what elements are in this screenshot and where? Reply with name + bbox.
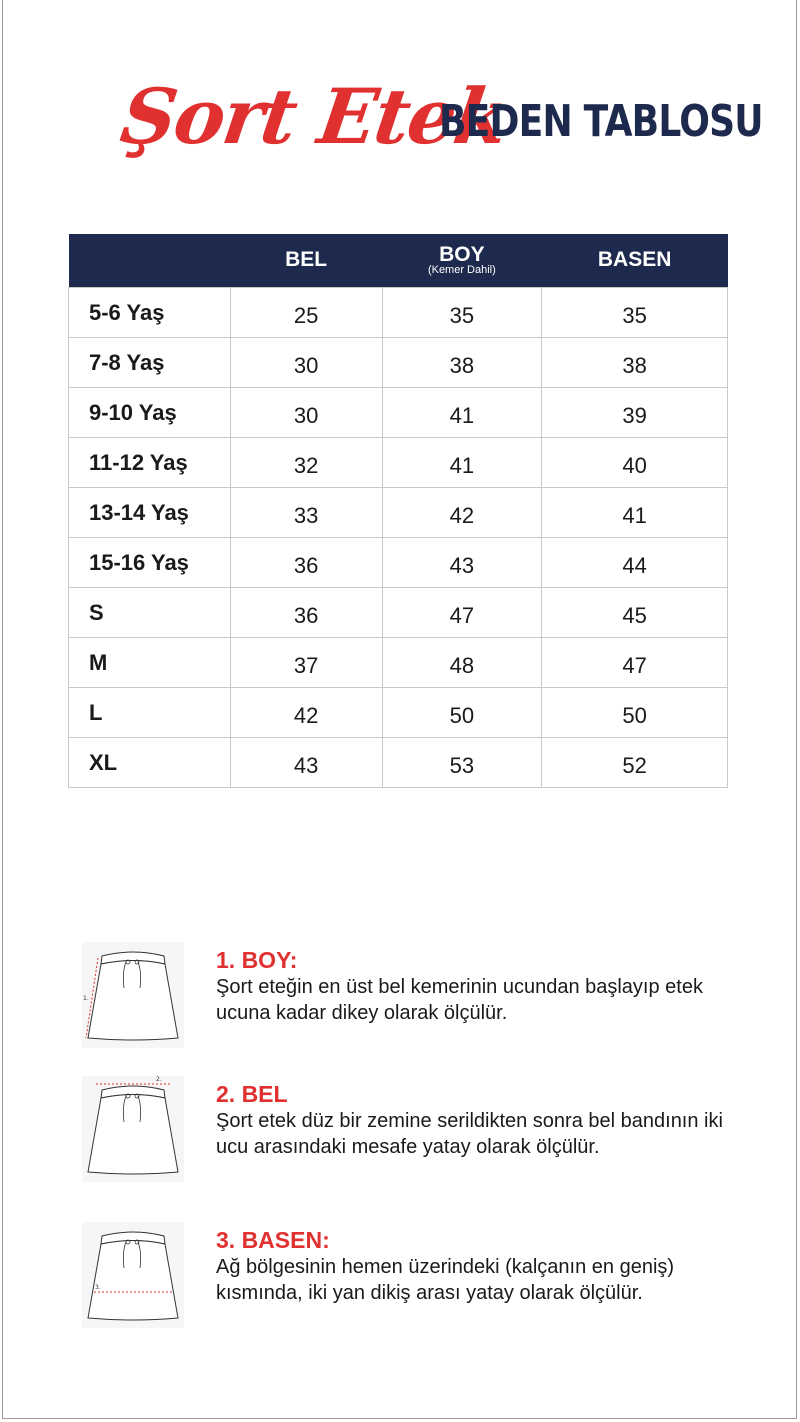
boy-cell: 50 [382, 687, 542, 737]
basen-cell: 39 [542, 387, 728, 437]
table-row [69, 587, 728, 637]
table-row [69, 437, 728, 487]
boy-cell: 41 [382, 387, 542, 437]
size-cell: 11-12 Yaş [69, 437, 231, 487]
size-cell: L [69, 687, 231, 737]
skirt-length-icon [78, 942, 188, 1052]
bel-cell: 25 [230, 287, 382, 337]
script-title: Şort Etek [115, 72, 512, 161]
size-cell: XL [69, 737, 231, 787]
skirt-hip-icon [78, 1222, 188, 1332]
basen-cell: 41 [542, 487, 728, 537]
guide-boy-title: 1. BOY: [216, 947, 298, 973]
guide-boy [78, 942, 738, 1052]
boy-cell: 38 [382, 337, 542, 387]
header-boy: BOY (Kemer Dahil) [382, 234, 542, 287]
table-row [69, 387, 728, 437]
header-boy-sub: (Kemer Dahil) [427, 263, 496, 276]
basen-cell: 52 [542, 737, 728, 787]
table-row [69, 687, 728, 737]
guide-basen-text: Ağ bölgesinin hemen üzerindeki (kalçanın en geniş) kısmında, iki yan dikiş arası yatay olarak ölçülür. [216, 1256, 675, 1304]
bel-cell: 36 [230, 587, 382, 637]
size-cell: 15-16 Yaş [69, 537, 231, 587]
basen-cell: 35 [542, 287, 728, 337]
basen-cell: 45 [542, 587, 728, 637]
boy-cell: 42 [382, 487, 542, 537]
size-cell: 13-14 Yaş [69, 487, 231, 537]
svg-text:2.: 2. [156, 1076, 162, 1083]
header-size [69, 234, 231, 287]
size-cell: 5-6 Yaş [69, 287, 231, 337]
basen-cell: 38 [542, 337, 728, 387]
table-row [69, 287, 728, 337]
table-row [69, 337, 728, 387]
basen-cell: 50 [542, 687, 728, 737]
header-bel: BEL [285, 248, 328, 272]
header-basen: BASEN [597, 248, 672, 272]
guide-boy-text: Şort eteğin en üst bel kemerinin ucundan başlayıp etek ucuna kadar dikey olarak ölçülür. [216, 976, 703, 1024]
guide-basen [78, 1222, 738, 1332]
size-table [68, 234, 728, 788]
size-cell: S [69, 587, 231, 637]
basen-cell: 44 [542, 537, 728, 587]
bel-cell: 37 [230, 637, 382, 687]
svg-text:3.: 3. [95, 1284, 101, 1291]
bel-cell: 33 [230, 487, 382, 537]
table-row [69, 537, 728, 587]
bel-cell: 30 [230, 337, 382, 387]
basen-cell: 47 [542, 637, 728, 687]
guide-basen-title: 3. BASEN: [216, 1227, 330, 1253]
boy-cell: 35 [382, 287, 542, 337]
table-row [69, 487, 728, 537]
bel-cell: 32 [230, 437, 382, 487]
bel-cell: 36 [230, 537, 382, 587]
block-title: BEDEN TABLOSU [439, 96, 763, 147]
bel-cell: 30 [230, 387, 382, 437]
guide-bel-title: 2. BEL [216, 1081, 288, 1107]
size-cell: 9-10 Yaş [69, 387, 231, 437]
boy-cell: 43 [382, 537, 542, 587]
boy-cell: 53 [382, 737, 542, 787]
bel-cell: 42 [230, 687, 382, 737]
guide-bel [78, 1076, 738, 1186]
svg-text:1.: 1. [83, 995, 89, 1002]
table-header-row [69, 234, 728, 287]
bel-cell: 43 [230, 737, 382, 787]
table-row [69, 637, 728, 687]
size-cell: M [69, 637, 231, 687]
boy-cell: 41 [382, 437, 542, 487]
size-cell: 7-8 Yaş [69, 337, 231, 387]
boy-cell: 48 [382, 637, 542, 687]
table-row [69, 737, 728, 787]
skirt-waist-icon [78, 1076, 188, 1186]
basen-cell: 40 [542, 437, 728, 487]
boy-cell: 47 [382, 587, 542, 637]
guide-bel-text: Şort etek düz bir zemine serildikten sonra bel bandının iki ucu arasındaki mesafe yatay olarak ölçülür. [216, 1110, 723, 1158]
